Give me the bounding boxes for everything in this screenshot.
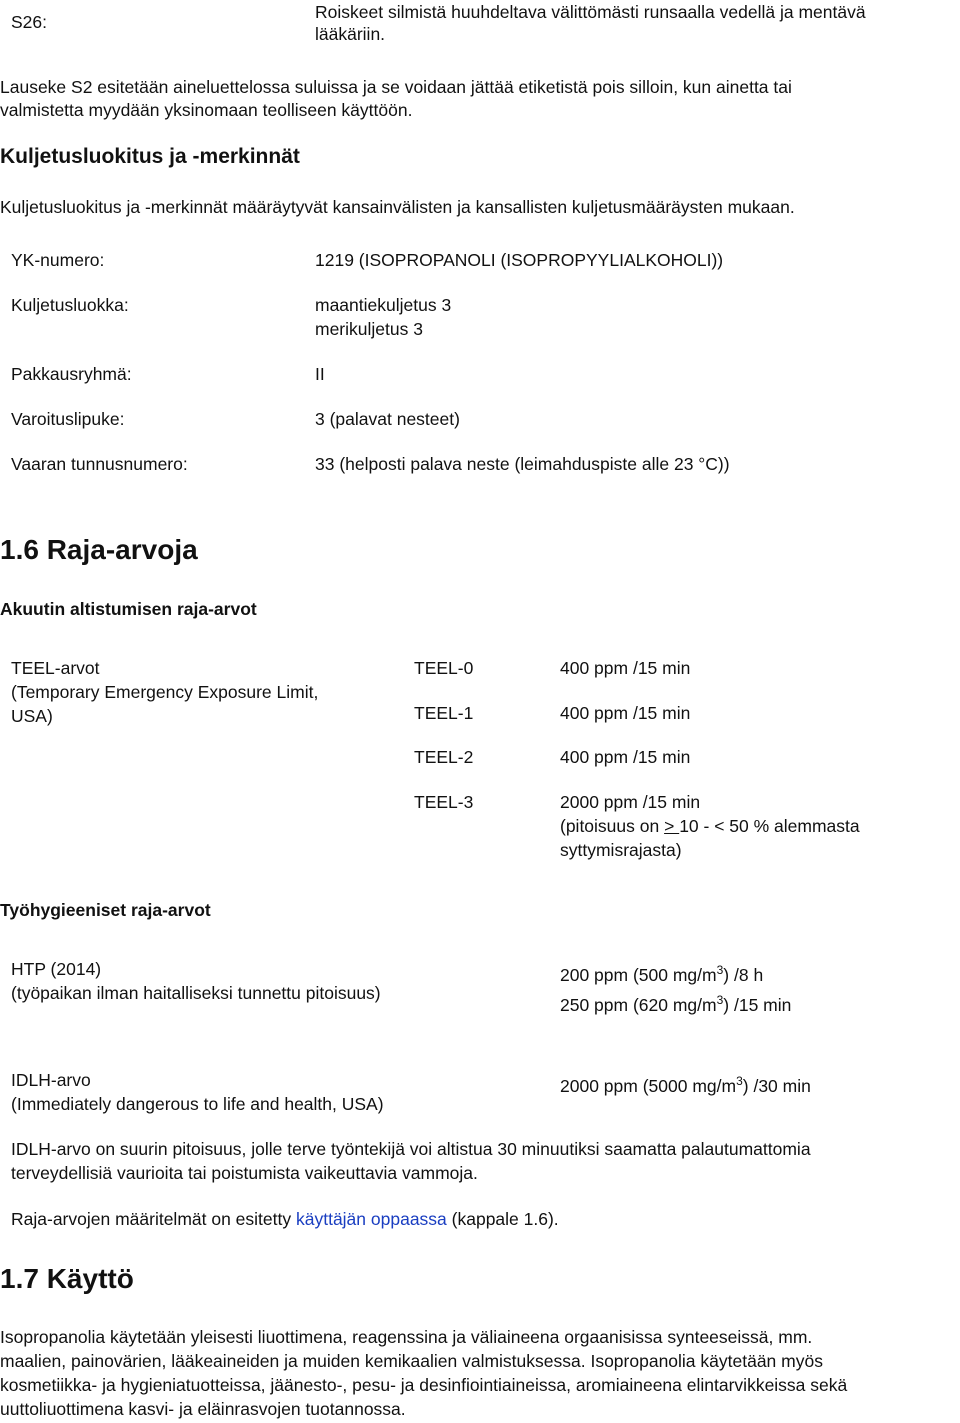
teel-1-name: TEEL-1 [414,703,474,723]
teel-3-name: TEEL-3 [414,792,474,812]
s26-text-line1: Roiskeet silmistä huuhdeltava välittömästi runsaalla vedellä ja mentävä [315,2,866,22]
usage-text-line2: maalien, painovärien, lääkeaineiden ja muiden kemikaalien valmistuksessa. Isopropanolia käytetään myös [0,1351,823,1371]
teel-3-note-gte-symbol: > [664,816,680,836]
idlh-label-line1: IDLH-arvo [11,1070,91,1090]
idlh-value-exponent: 3 [736,1074,743,1088]
transport-heading: Kuljetusluokitus ja -merkinnät [0,145,300,168]
htp-8h-text: 200 ppm (500 mg/m [560,965,717,985]
transport-label-hazard-number: Vaaran tunnusnumero: [11,454,188,474]
teel-3-note-part1: (pitoisuus on [560,816,665,836]
idlh-description-line2: terveydellisiä vaurioita tai poistumista vaikeuttavia vammoja. [11,1163,478,1183]
transport-intro: Kuljetusluokitus ja -merkinnät määräytyvät kansainvälisten ja kansallisten kuljetusmääräysten mukaan. [0,197,795,217]
teel-3-note-line2: syttymisrajasta) [560,840,682,860]
user-guide-link[interactable]: käyttäjän oppaassa [295,1209,447,1229]
htp-8h-exponent: 3 [716,963,724,977]
usage-text-line1: Isopropanolia käytetään yleisesti liuottimena, reagenssina ja väliaineena orgaanisissa synteeseissä, mm. [0,1327,813,1347]
transport-label-class: Kuljetusluokka: [11,295,129,315]
htp-value-15min [560,993,791,1017]
s26-code: S26: [11,12,47,32]
teel-3-note-line1 [560,814,860,838]
teel-1-value: 400 ppm /15 min [560,703,691,723]
definition-suffix: (kappale 1.6). [446,1209,559,1229]
usage-heading: 1.7 Käyttö [0,1263,134,1294]
idlh-value-text: 2000 ppm (5000 mg/m [560,1076,737,1096]
teel-label-line2: (Temporary Emergency Exposure Limit, [11,682,319,702]
teel-0-value: 400 ppm /15 min [560,658,691,678]
s2-note-line2: valmistetta myydään yksinomaan teolliseen käyttöön. [0,100,413,120]
htp-value-8h [560,963,763,987]
transport-value-class-road: maantiekuljetus 3 [315,295,452,315]
teel-0-name: TEEL-0 [414,658,474,678]
htp-15min-suffix: ) /15 min [723,995,792,1015]
s26-text-line2: lääkäriin. [315,24,386,44]
transport-value-class-sea: merikuljetus 3 [315,319,423,339]
htp-8h-suffix: ) /8 h [723,965,764,985]
idlh-value [560,1074,811,1098]
idlh-label-line2: (Immediately dangerous to life and health, USA) [11,1094,384,1114]
usage-text-line4: uuttoliuottimena kasvi- ja eläinrasvojen tuotannossa. [0,1399,406,1419]
htp-label-line2: (työpaikan ilman haitalliseksi tunnettu pitoisuus) [11,983,381,1003]
transport-value-warning-label: 3 (palavat nesteet) [315,409,460,429]
transport-value-hazard-number: 33 (helposti palava neste (leimahduspiste alle 23 °C)) [315,454,730,474]
idlh-value-suffix: ) /30 min [742,1076,811,1096]
teel-label-line1: TEEL-arvot [11,658,100,678]
limits-definition-text [11,1207,559,1231]
acute-limits-heading: Akuutin altistumisen raja-arvot [0,599,257,619]
teel-2-value: 400 ppm /15 min [560,747,691,767]
work-limits-heading: Työhygieeniset raja-arvot [0,900,211,920]
s2-note-line1: Lauseke S2 esitetään aineluettelossa suluissa ja se voidaan jättää etiketistä pois silloin, kun ainetta tai [0,77,792,97]
teel-3-note-part3: 10 - < 50 % alemmasta [679,816,860,836]
usage-text-line3: kosmetiikka- ja hygieniatuotteissa, jäänesto-, pesu- ja desinfiointiaineissa, aromiaineena elintarvikkeissa sekä [0,1375,848,1395]
transport-label-packing-group: Pakkausryhmä: [11,364,132,384]
transport-label-un-number: YK-numero: [11,250,105,270]
transport-label-warning-label: Varoituslipuke: [11,409,125,429]
definition-prefix: Raja-arvojen määritelmät on esitetty [11,1209,296,1229]
teel-label-line3: USA) [11,706,53,726]
idlh-description-line1: IDLH-arvo on suurin pitoisuus, jolle terve työntekijä voi altistua 30 minuutiksi saamatta palautumattomia [11,1139,811,1159]
transport-value-packing-group: II [315,364,325,384]
teel-3-value: 2000 ppm /15 min [560,792,701,812]
htp-label-line1: HTP (2014) [11,959,102,979]
transport-value-un-number: 1219 (ISOPROPANOLI (ISOPROPYYLIALKOHOLI)) [315,250,724,270]
htp-15min-exponent: 3 [716,993,724,1007]
teel-2-name: TEEL-2 [414,747,474,767]
htp-15min-text: 250 ppm (620 mg/m [560,995,717,1015]
limits-heading: 1.6 Raja-arvoja [0,534,198,565]
